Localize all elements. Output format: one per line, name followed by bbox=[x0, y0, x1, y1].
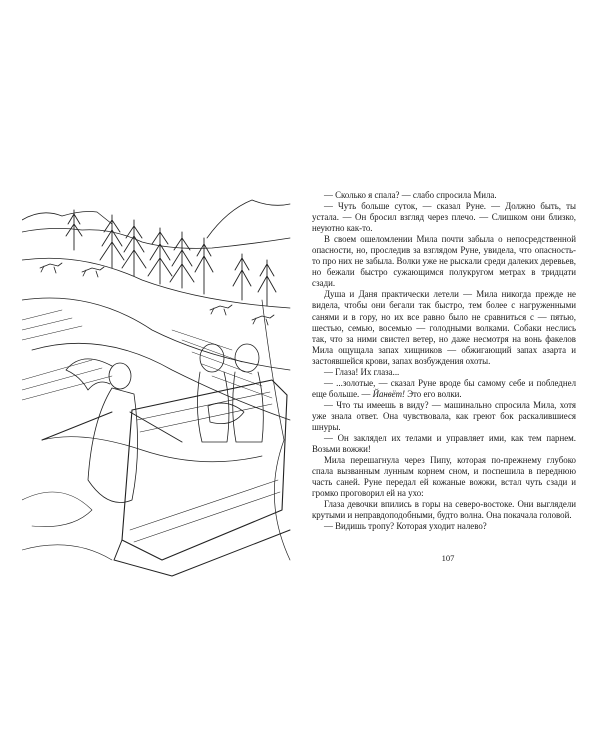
paragraph-with-emphasis bbox=[312, 378, 576, 400]
page-number: 107 bbox=[441, 553, 455, 563]
paragraph: Мила перешагнула через Пипу, которая по-прежнему глубоко спала вызванным лунным корнем сном, и поспешила в переднюю часть саней. Руне передал ей кожаные вожжи, встал чуть сзади и громко проговорил ей на ухо: bbox=[312, 455, 576, 499]
paragraph-part: Это его волки. bbox=[407, 388, 462, 399]
paragraph: — Сколько я спала? — слабо спросила Мила. bbox=[324, 190, 497, 200]
paragraph: Душа и Даня практически летели — Мила никогда прежде не видела, чтобы они бегали так быстро, тем более с нагруженными санями и в гору, но их все равно было не сравниться с — пятью, шестью, семью, восемью — голодными волками. Собаки неслись так, что за ними свистел ветер, но даже несмотря на вонь факелов Мила ощущала запах хищников — обжигающий запах азарта и застоявшейся крови, запах возбуждения охоты. bbox=[312, 289, 576, 366]
text-column bbox=[312, 190, 576, 532]
paragraph: — Видишь тропу? Которая уходит налево? bbox=[324, 521, 487, 532]
paragraph: — Что ты имеешь в виду? — машинально спросила Мила, хотя уже знала ответ. Она чувствовала, как греют бок раскалившиеся шнуры. bbox=[312, 399, 576, 432]
emphasis-word: Йанвёт! bbox=[372, 388, 405, 399]
paragraph: В своем ошеломлении Мила почти забыла о непосредственной опасности, но, проследив за взглядом Руне, увидела, что опасность-то про них не забыла. Волки уже не рыскали среди далеких деревьев, но бежали быстро сужающимся полукругом метрах в тридцати сзади. bbox=[312, 234, 576, 289]
paragraph: Глаза девочки впились в горы на северо-востоке. Они выглядели крутыми и неправдоподобными, будто волна. Она покачала головой. bbox=[312, 499, 576, 521]
paragraph: — Чуть больше суток, — сказал Руне. — Должно быть, ты устала. — Он бросил взгляд через плечо. — Слишком они близко, неуютно как-то. bbox=[312, 201, 576, 234]
paragraph-part: — ...золотые, — сказал Руне вроде бы самому себе и побледнел еще больше. — bbox=[312, 377, 576, 399]
illustration bbox=[22, 180, 292, 580]
paragraph: — Глаза! Их глаза... bbox=[324, 366, 400, 377]
paragraph: — Он заклядел их телами и управляет ими, как тем парнем. Возьми вожжи! bbox=[312, 433, 576, 455]
